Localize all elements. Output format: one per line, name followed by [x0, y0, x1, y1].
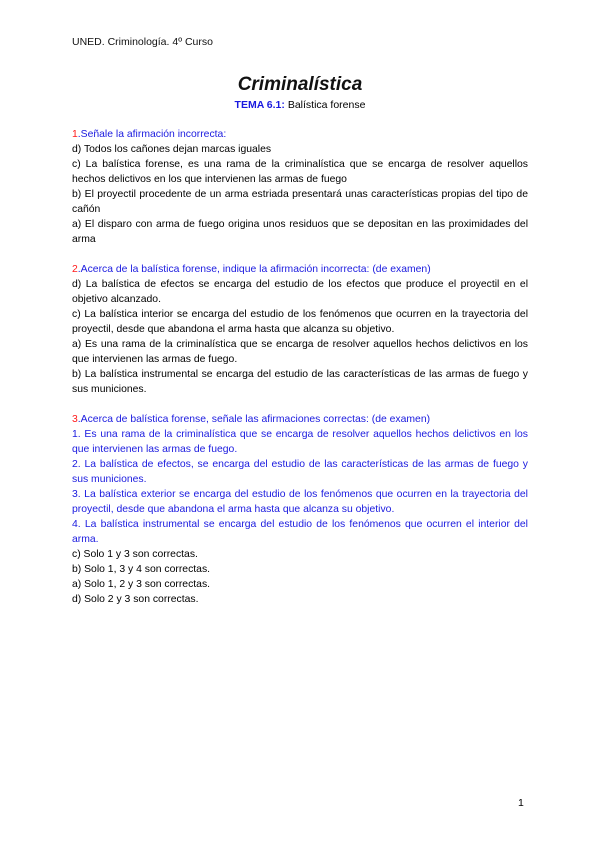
answer-option: b) El proyectil procedente de un arma estriada presentará unas características propias del tipo de cañón [72, 189, 528, 215]
answer-option: a) Solo 1, 2 y 3 son correctas. [72, 579, 211, 590]
question-prompt [72, 262, 528, 277]
document-title: Criminalística [237, 74, 363, 95]
question-text: .Acerca de la balística forense, indique la afirmación incorrecta: (de examen) [77, 264, 431, 275]
question-number: 3 [72, 414, 78, 425]
question-number: 1 [72, 129, 78, 140]
answer-option: b) Solo 1, 3 y 4 son correctas. [72, 564, 211, 575]
question-number: 2 [72, 264, 78, 275]
statement: 1. Es una rama de la criminalística que se encarga de resolver aquellos hechos delictivos en los que intervienen las armas de fuego. [72, 429, 528, 455]
answer-option: a) Es una rama de la criminalística que se encarga de resolver aquellos hechos delictivos en los que intervienen las armas de fuego. [72, 339, 528, 365]
answer-option: a) El disparo con arma de fuego origina unos residuos que se depositan en las proximidades del arma [72, 219, 528, 245]
question-text: .Acerca de balística forense, señale las afirmaciones correctas: (de examen) [77, 414, 431, 425]
page-number: 1 [518, 797, 524, 809]
question-prompt [72, 412, 528, 427]
question-text: .Señale la afirmación incorrecta: [77, 129, 227, 140]
answer-option: d) La balística de efectos se encarga del estudio de los efectos que produce el proyectil en el objetivo alcanzado. [72, 279, 528, 305]
question-2 [72, 262, 528, 397]
tema-label: TEMA 6.1: [234, 99, 285, 111]
document-subtitle [0, 99, 600, 111]
statement: 4. La balística instrumental se encarga del estudio de los fenómenos que ocurren el interior del arma. [72, 519, 528, 545]
answer-option: c) La balística interior se encarga del estudio de los fenómenos que ocurren en la trayectoria del proyectil, desde que abandona el arma hasta que alcanza su objetivo. [72, 309, 528, 335]
statement: 3. La balística exterior se encarga del estudio de los fenómenos que ocurren en la trayectoria del proyectil, desde que abandona el arma hasta que alcanza su objetivo. [72, 489, 528, 515]
question-3 [72, 412, 528, 607]
answer-option: d) Todos los cañones dejan marcas iguales [72, 144, 272, 155]
question-1 [72, 127, 528, 247]
answer-option: b) La balística instrumental se encarga del estudio de las características de las armas de fuego y sus municiones. [72, 369, 528, 395]
statement: 2. La balística de efectos, se encarga del estudio de las características de las armas de fuego y sus municiones. [72, 459, 528, 485]
document-body [72, 127, 528, 622]
question-prompt [72, 127, 528, 142]
running-header: UNED. Criminología. 4º Curso [72, 36, 213, 48]
answer-option: d) Solo 2 y 3 son correctas. [72, 594, 199, 605]
answer-option: c) La balística forense, es una rama de la criminalística que se encarga de resolver aquellos hechos delictivos en los que intervienen las armas de fuego [72, 159, 528, 185]
tema-topic: Balística forense [287, 99, 366, 111]
answer-option: c) Solo 1 y 3 son correctas. [72, 549, 198, 560]
